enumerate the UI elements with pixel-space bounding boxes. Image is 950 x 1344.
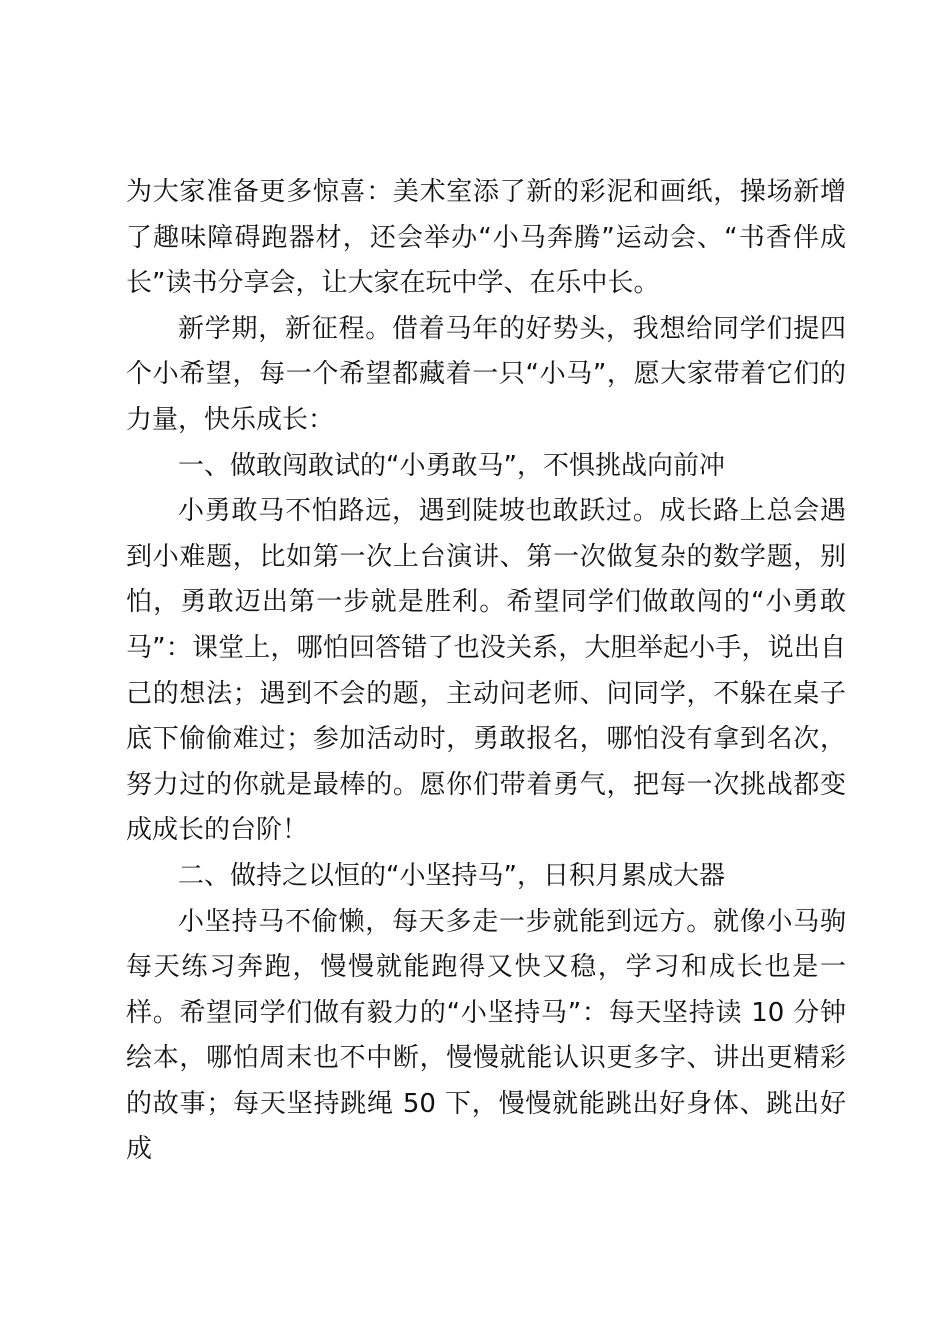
paragraph-continuation: 为大家准备更多惊喜：美术室添了新的彩泥和画纸，操场新增了趣味障碍跑器材，还会举办“小马奔腾”运动会、“书香伴成长”读书分享会，让大家在玩中学、在乐中长。 (126, 177, 846, 299)
section-heading-1: 一、做敢闯敢试的“小勇敢马”，不惧挑战向前冲 (178, 450, 725, 481)
paragraph-intro: 新学期，新征程。借着马年的好势头，我想给同学们提四个小希望，每一个希望都藏着一只“小马”，愿大家带着它们的力量，快乐成长： (126, 313, 846, 435)
paragraph-section-2: 小坚持马不偷懒，每天多走一步就能到远方。就像小马驹每天练习奔跑，慢慢就能跑得又快又稳，学习和成长也是一样。希望同学们做有毅力的“小坚持马”：每天坚持读 10 分钟绘本，哪怕周末也不中断，慢慢就能认识更多字、讲出更精彩的故事；每天坚持跳绳 50 下，慢慢就能跳出好身体、跳出好成 (126, 906, 846, 1165)
section-heading-2: 二、做持之以恒的“小坚持马”，日积月累成大器 (178, 860, 725, 891)
paragraph-section-1: 小勇敢马不怕路远，遇到陡坡也敢跃过。成长路上总会遇到小难题，比如第一次上台演讲、第一次做复杂的数学题，别怕，勇敢迈出第一步就是胜利。希望同学们做敢闯的“小勇敢马”：课堂上，哪怕回答错了也没关系，大胆举起小手，说出自己的想法；遇到不会的题，主动问老师、问同学，不躲在桌子底下偷偷难过；参加活动时，勇敢报名，哪怕没有拿到名次，努力过的你就是最棒的。愿你们带着勇气，把每一次挑战都变成成长的台阶！ (126, 496, 846, 846)
document-body (126, 170, 846, 1173)
